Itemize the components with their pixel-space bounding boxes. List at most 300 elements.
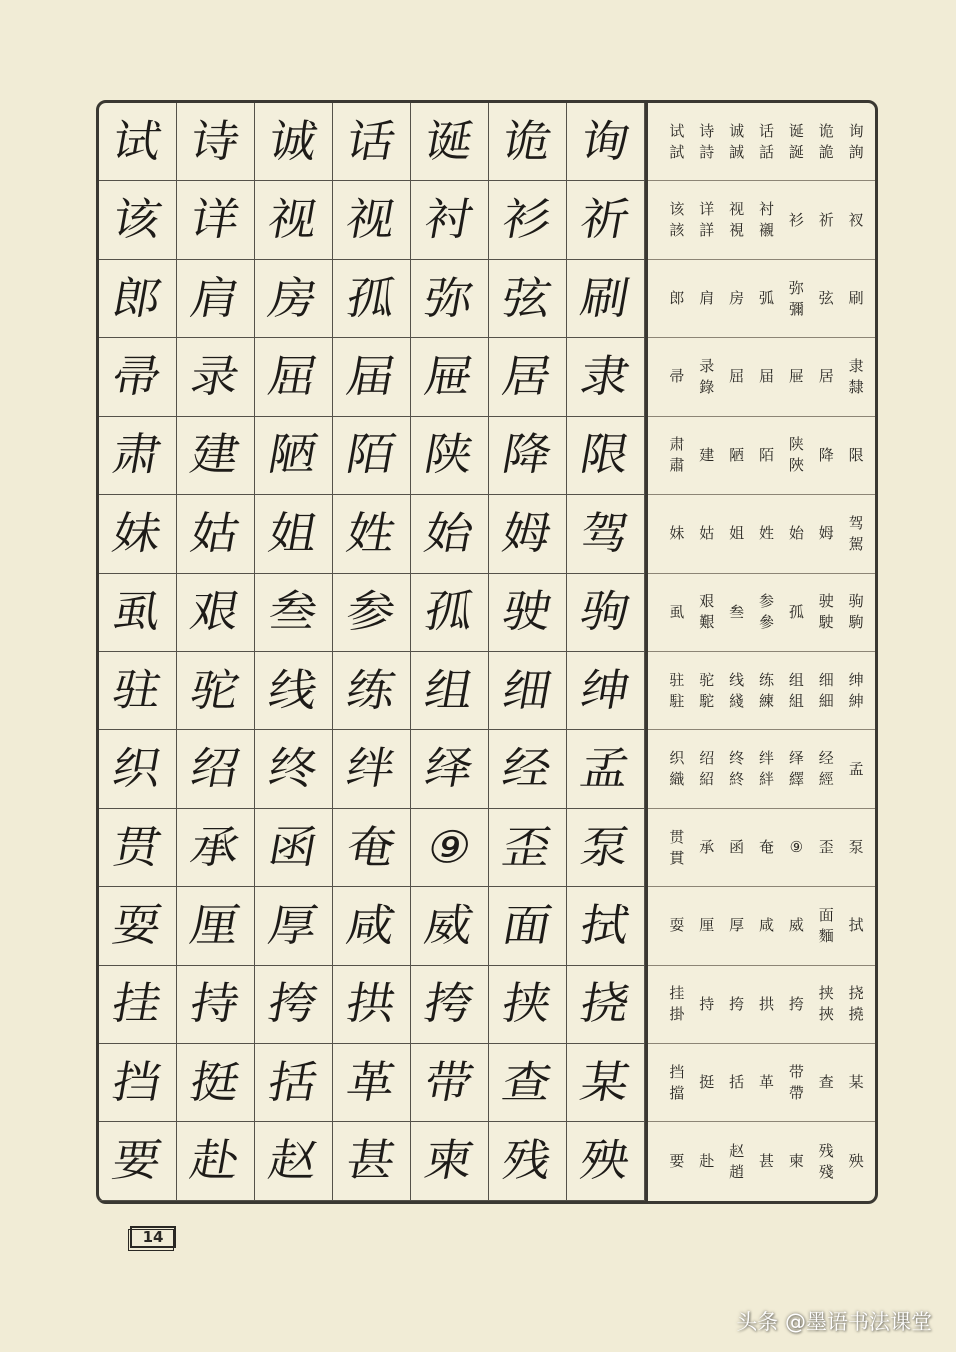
- reference-character-pair: [841, 1072, 871, 1093]
- practice-cell: [489, 574, 567, 652]
- reference-character-pair: [841, 915, 871, 936]
- reference-character-pair: [662, 827, 692, 869]
- reference-row: [648, 887, 875, 965]
- practice-cell: [567, 103, 645, 181]
- simplified-character: 始: [788, 524, 804, 543]
- simplified-character: 刷: [848, 289, 864, 308]
- reference-character-pair: [722, 288, 752, 309]
- simplified-character: 屈: [729, 367, 745, 386]
- practice-cell: [567, 887, 645, 965]
- practice-cell: [489, 730, 567, 808]
- simplified-character: 艰: [699, 592, 715, 611]
- practice-cell: [177, 103, 255, 181]
- simplified-character: 挎: [729, 994, 745, 1013]
- reference-character-pair: [811, 288, 841, 309]
- cursive-character: 威: [420, 900, 479, 952]
- cursive-character: 降: [498, 429, 557, 482]
- practice-cell: [333, 652, 411, 730]
- practice-cell: [99, 730, 177, 808]
- reference-character-pair: [841, 210, 871, 231]
- practice-cell: [255, 181, 333, 259]
- practice-cell: [411, 103, 489, 181]
- simplified-character: 挂: [669, 984, 685, 1003]
- reference-character-pair: [722, 523, 752, 544]
- simplified-character: 绎: [788, 749, 804, 768]
- traditional-character: 隸: [848, 377, 864, 396]
- simplified-character: 姐: [729, 524, 745, 543]
- simplified-character: 赴: [699, 1152, 715, 1171]
- traditional-character: 話: [758, 142, 774, 161]
- reference-row: [648, 730, 875, 808]
- simplified-character: 线: [729, 670, 745, 689]
- simplified-character: 衩: [848, 210, 864, 229]
- practice-cell: [99, 809, 177, 887]
- reference-row: [648, 103, 875, 181]
- cursive-character: 弥: [420, 272, 479, 325]
- simplified-character: 陕: [788, 435, 804, 454]
- simplified-character: 耍: [669, 916, 685, 935]
- cursive-character: 泵: [576, 821, 635, 874]
- reference-character-pair: [752, 748, 782, 790]
- cursive-character: 咸: [342, 900, 401, 952]
- traditional-character: 趙: [729, 1162, 745, 1181]
- reference-character-pair: [752, 366, 782, 387]
- simplified-character: 某: [848, 1073, 864, 1092]
- cursive-character: 厚: [264, 900, 323, 952]
- page-number: 14: [130, 1226, 176, 1248]
- reference-character-pair: [811, 591, 841, 633]
- traditional-character: 該: [669, 221, 685, 240]
- cursive-character: 妹: [108, 508, 167, 560]
- traditional-character: 參: [758, 613, 774, 632]
- simplified-character: 弦: [818, 289, 834, 308]
- cursive-character: 录: [186, 351, 245, 403]
- practice-cell: [255, 809, 333, 887]
- reference-character-pair: [781, 748, 811, 790]
- simplified-character: 降: [818, 445, 834, 464]
- cursive-character: 诗: [186, 115, 245, 168]
- practice-cell: [333, 809, 411, 887]
- reference-character-pair: [662, 602, 692, 623]
- traditional-character: 詩: [699, 142, 715, 161]
- reference-character-pair: [662, 983, 692, 1025]
- practice-cell: [567, 495, 645, 573]
- practice-cell: [177, 338, 255, 416]
- reference-character-pair: [752, 670, 782, 712]
- simplified-character: 弧: [758, 289, 774, 308]
- simplified-character: 挠: [848, 984, 864, 1003]
- practice-cell: [255, 652, 333, 730]
- simplified-character: 柬: [788, 1152, 804, 1171]
- reference-character-pair: [722, 1072, 752, 1093]
- practice-cell: [333, 260, 411, 338]
- simplified-character: 弥: [788, 278, 804, 297]
- practice-cell: [489, 1044, 567, 1122]
- practice-cell: [489, 809, 567, 887]
- cursive-character: 视: [264, 194, 323, 246]
- reference-row: [648, 966, 875, 1044]
- cursive-character: 函: [264, 821, 323, 874]
- cursive-character: 某: [576, 1057, 635, 1109]
- cursive-character: 细: [498, 664, 557, 717]
- practice-cell: [255, 574, 333, 652]
- reference-character-pair: [781, 994, 811, 1015]
- reference-character-pair: [662, 1062, 692, 1104]
- reference-character-pair: [841, 445, 871, 466]
- cursive-character: 衬: [420, 194, 479, 246]
- practice-cell: [99, 417, 177, 495]
- practice-cell: [411, 1122, 489, 1200]
- practice-cell: [255, 338, 333, 416]
- practice-cell: [333, 730, 411, 808]
- cursive-character: 祈: [576, 194, 635, 246]
- simplified-character: 厚: [729, 916, 745, 935]
- reference-character-pair: [811, 366, 841, 387]
- traditional-character: 繹: [788, 770, 804, 789]
- simplified-character: 姑: [699, 524, 715, 543]
- simplified-character: 绅: [848, 670, 864, 689]
- reference-row: [648, 652, 875, 730]
- cursive-character: 居: [498, 351, 557, 403]
- practice-cell: [99, 966, 177, 1044]
- practice-cell: [177, 417, 255, 495]
- cursive-character: 虱: [108, 586, 167, 638]
- simplified-character: 陋: [729, 445, 745, 464]
- cursive-character: 驼: [186, 664, 245, 717]
- reference-character-pair: [811, 210, 841, 231]
- practice-cell: [489, 338, 567, 416]
- reference-character-pair: [752, 1151, 782, 1172]
- practice-cell: [177, 495, 255, 573]
- traditional-character: 詢: [848, 142, 864, 161]
- cursive-character: 挺: [186, 1057, 245, 1109]
- reference-character-pair: [692, 1151, 722, 1172]
- simplified-character: 衬: [758, 200, 774, 219]
- traditional-character: 詳: [699, 221, 715, 240]
- traditional-character: 駛: [818, 613, 834, 632]
- reference-character-pair: [841, 837, 871, 858]
- simplified-character: 奄: [758, 838, 774, 856]
- cursive-character: 该: [108, 194, 167, 246]
- practice-cell: [489, 103, 567, 181]
- simplified-character: 郎: [669, 289, 685, 308]
- reference-character-pair: [692, 199, 722, 241]
- reference-character-pair: [781, 121, 811, 163]
- simplified-character: 甚: [758, 1152, 774, 1171]
- cursive-character: 查: [498, 1057, 557, 1109]
- cursive-character: 陕: [420, 429, 479, 482]
- simplified-character: 询: [848, 121, 864, 140]
- reference-character-pair: [722, 837, 752, 858]
- simplified-character: 残: [818, 1141, 834, 1160]
- practice-cell: [411, 966, 489, 1044]
- simplified-character: 叁: [729, 602, 745, 621]
- simplified-character: 厘: [699, 916, 715, 935]
- practice-cell: [99, 338, 177, 416]
- cursive-character: 挎: [264, 978, 323, 1031]
- traditional-character: 擋: [669, 1083, 685, 1102]
- practice-cell: [177, 966, 255, 1044]
- cursive-character: 经: [498, 743, 557, 795]
- traditional-character: 艱: [699, 613, 715, 632]
- practice-cell: [255, 1044, 333, 1122]
- simplified-character: 诡: [818, 121, 834, 140]
- simplified-character: 细: [818, 670, 834, 689]
- practice-cell: [411, 730, 489, 808]
- simplified-character: 驼: [699, 670, 715, 689]
- simplified-character: 妹: [669, 524, 685, 543]
- simplified-character: 陌: [758, 445, 774, 464]
- simplified-character: 肃: [669, 435, 685, 454]
- cursive-character: 驹: [576, 586, 635, 638]
- cursive-character: 诞: [420, 115, 479, 168]
- practice-cell: [411, 1044, 489, 1122]
- cursive-character: 参: [342, 586, 401, 638]
- practice-cell: [99, 1044, 177, 1122]
- cursive-character: 孤: [342, 272, 401, 325]
- reference-character-pair: [752, 837, 782, 858]
- simplified-character: 括: [729, 1073, 745, 1092]
- traditional-character: 紹: [699, 770, 715, 789]
- cursive-character: 挠: [576, 978, 635, 1031]
- practice-cell: [333, 495, 411, 573]
- traditional-character: 誕: [788, 142, 804, 161]
- practice-cell: [177, 181, 255, 259]
- simplified-character: 届: [758, 367, 774, 386]
- practice-cell: [411, 338, 489, 416]
- cursive-character: 孤: [420, 586, 479, 638]
- cursive-character: 贯: [108, 821, 167, 874]
- reference-character-pair: [662, 915, 692, 936]
- calligraphy-practice-grid: [99, 103, 645, 1201]
- cursive-character: 陋: [264, 429, 323, 482]
- simplified-character: 革: [758, 1073, 774, 1092]
- traditional-character: 試: [669, 142, 685, 161]
- reference-character-pair: [752, 199, 782, 241]
- reference-character-pair: [692, 356, 722, 398]
- reference-character-pair: [781, 210, 811, 231]
- reference-character-pair: [841, 1151, 871, 1172]
- cursive-character: 艰: [186, 586, 245, 638]
- simplified-character: 诗: [699, 121, 715, 140]
- simplified-character: 歪: [818, 838, 834, 856]
- cursive-character: 厘: [186, 900, 245, 952]
- cursive-character: 面: [498, 900, 557, 952]
- practice-cell: [411, 887, 489, 965]
- reference-character-pair: [722, 445, 752, 466]
- reference-row: [648, 574, 875, 652]
- practice-cell: [567, 730, 645, 808]
- reference-character-pair: [811, 837, 841, 858]
- cursive-character: 组: [420, 664, 479, 717]
- cursive-character: 括: [264, 1057, 323, 1109]
- simplified-character: 承: [699, 838, 715, 856]
- reference-character-pair: [662, 288, 692, 309]
- simplified-character: 拭: [848, 916, 864, 935]
- cursive-character: 承: [186, 821, 245, 874]
- practice-cell: [411, 495, 489, 573]
- simplified-character: 拱: [758, 994, 774, 1013]
- cursive-character: 详: [186, 194, 245, 246]
- traditional-character: 駕: [848, 534, 864, 553]
- practice-cell: [411, 260, 489, 338]
- reference-character-pair: [841, 759, 871, 780]
- practice-cell: [567, 1044, 645, 1122]
- cursive-character: 要: [108, 1135, 167, 1187]
- reference-character-pair: [692, 445, 722, 466]
- reference-character-pair: [781, 434, 811, 476]
- reference-character-pair: [692, 288, 722, 309]
- practice-cell: [333, 417, 411, 495]
- traditional-character: 彌: [788, 299, 804, 318]
- cursive-character: 隶: [576, 351, 635, 403]
- practice-cell: [567, 338, 645, 416]
- reference-character-pair: [752, 121, 782, 163]
- cursive-character: 郎: [108, 272, 167, 325]
- reference-character-pair: [811, 445, 841, 466]
- simplified-character: ⑨: [789, 838, 804, 856]
- cursive-character: 屉: [420, 351, 479, 403]
- reference-character-pair: [722, 366, 752, 387]
- simplified-character: 函: [729, 838, 745, 856]
- cursive-character: 甚: [342, 1135, 401, 1187]
- cursive-character: ⑨: [423, 821, 476, 874]
- cursive-character: 绊: [342, 743, 401, 795]
- practice-cell: [333, 887, 411, 965]
- cursive-character: 歪: [498, 821, 557, 874]
- reference-character-pair: [781, 670, 811, 712]
- practice-cell: [411, 417, 489, 495]
- cursive-character: 叁: [264, 586, 323, 638]
- cursive-character: 询: [576, 115, 635, 168]
- traditional-character: 誠: [729, 142, 745, 161]
- simplified-character: 绊: [758, 749, 774, 768]
- reference-character-pair: [722, 994, 752, 1015]
- simplified-character: 居: [818, 367, 834, 386]
- cursive-character: 终: [264, 743, 323, 795]
- traditional-character: 駒: [848, 613, 864, 632]
- simplified-character: 驾: [848, 513, 864, 532]
- reference-character-pair: [692, 837, 722, 858]
- simplified-character: 诞: [788, 121, 804, 140]
- reference-character-pair: [781, 602, 811, 623]
- reference-character-pair: [692, 915, 722, 936]
- simplified-character: 赵: [729, 1141, 745, 1160]
- cursive-character: 挎: [420, 978, 479, 1031]
- practice-cell: [333, 181, 411, 259]
- reference-character-pair: [811, 1072, 841, 1093]
- reference-character-pair: [722, 602, 752, 623]
- cursive-character: 房: [264, 272, 323, 325]
- reference-character-pair: [752, 994, 782, 1015]
- simplified-character: 驻: [669, 670, 685, 689]
- reference-row: [648, 1122, 875, 1200]
- simplified-character: 衫: [788, 210, 804, 229]
- simplified-character: 姆: [818, 524, 834, 543]
- traditional-character: 錄: [699, 377, 715, 396]
- simplified-character: 咸: [758, 916, 774, 935]
- cursive-character: 奄: [342, 821, 401, 874]
- cursive-character: 挟: [498, 978, 557, 1031]
- reference-character-pair: [692, 121, 722, 163]
- practice-cell: [411, 181, 489, 259]
- practice-cell: [489, 966, 567, 1044]
- reference-character-pair: [811, 121, 841, 163]
- cursive-character: 挂: [108, 978, 167, 1031]
- cursive-character: 肃: [108, 429, 167, 482]
- cursive-character: 衫: [498, 194, 557, 246]
- practice-cell: [177, 574, 255, 652]
- reference-character-pair: [811, 748, 841, 790]
- cursive-character: 诡: [498, 115, 557, 168]
- practice-cell: [99, 574, 177, 652]
- simplified-character: 孤: [788, 602, 804, 621]
- cursive-character: 残: [498, 1135, 557, 1187]
- cursive-character: 姐: [264, 508, 323, 560]
- reference-character-pair: [662, 366, 692, 387]
- practice-cell: [567, 260, 645, 338]
- reference-character-pair: [781, 1062, 811, 1104]
- cursive-character: 驾: [576, 508, 635, 560]
- practice-cell: [99, 181, 177, 259]
- cursive-character: 线: [264, 664, 323, 717]
- simplified-character: 该: [669, 200, 685, 219]
- simplified-character: 限: [848, 445, 864, 464]
- reference-character-pair: [841, 591, 871, 633]
- practice-cell: [99, 652, 177, 730]
- practice-cell: [255, 417, 333, 495]
- traditional-character: 駝: [699, 691, 715, 710]
- practice-cell: [255, 103, 333, 181]
- practice-cell: [177, 1044, 255, 1122]
- reference-character-pair: [752, 915, 782, 936]
- practice-cell: [333, 966, 411, 1044]
- simplified-character: 建: [699, 445, 715, 464]
- simplified-character: 驶: [818, 592, 834, 611]
- simplified-character: 详: [699, 200, 715, 219]
- traditional-character: 挾: [818, 1005, 834, 1024]
- reference-character-pair: [781, 1151, 811, 1172]
- practice-cell: [489, 887, 567, 965]
- reference-row: [648, 809, 875, 887]
- reference-character-pair: [811, 1141, 841, 1183]
- reference-character-pair: [722, 915, 752, 936]
- reference-character-pair: [662, 748, 692, 790]
- reference-character-pair: [692, 994, 722, 1015]
- practice-cell: [177, 809, 255, 887]
- practice-cell: [177, 730, 255, 808]
- practice-cell: [333, 103, 411, 181]
- cursive-character: 革: [342, 1057, 401, 1109]
- simplified-character: 驹: [848, 592, 864, 611]
- simplified-character: 经: [818, 749, 834, 768]
- reference-character-pair: [722, 748, 752, 790]
- simplified-character: 诚: [729, 121, 745, 140]
- cursive-character: 柬: [420, 1135, 479, 1187]
- reference-character-pair: [841, 121, 871, 163]
- practice-cell: [567, 652, 645, 730]
- simplified-character: 查: [818, 1073, 834, 1092]
- practice-cell: [255, 260, 333, 338]
- practice-cell: [99, 495, 177, 573]
- practice-cell: [177, 887, 255, 965]
- reference-row: [648, 181, 875, 259]
- practice-cell: [255, 1122, 333, 1200]
- simplified-character: 话: [758, 121, 774, 140]
- reference-character-pair: [781, 837, 811, 858]
- cursive-character: 弦: [498, 272, 557, 325]
- simplified-character: 孟: [848, 759, 864, 778]
